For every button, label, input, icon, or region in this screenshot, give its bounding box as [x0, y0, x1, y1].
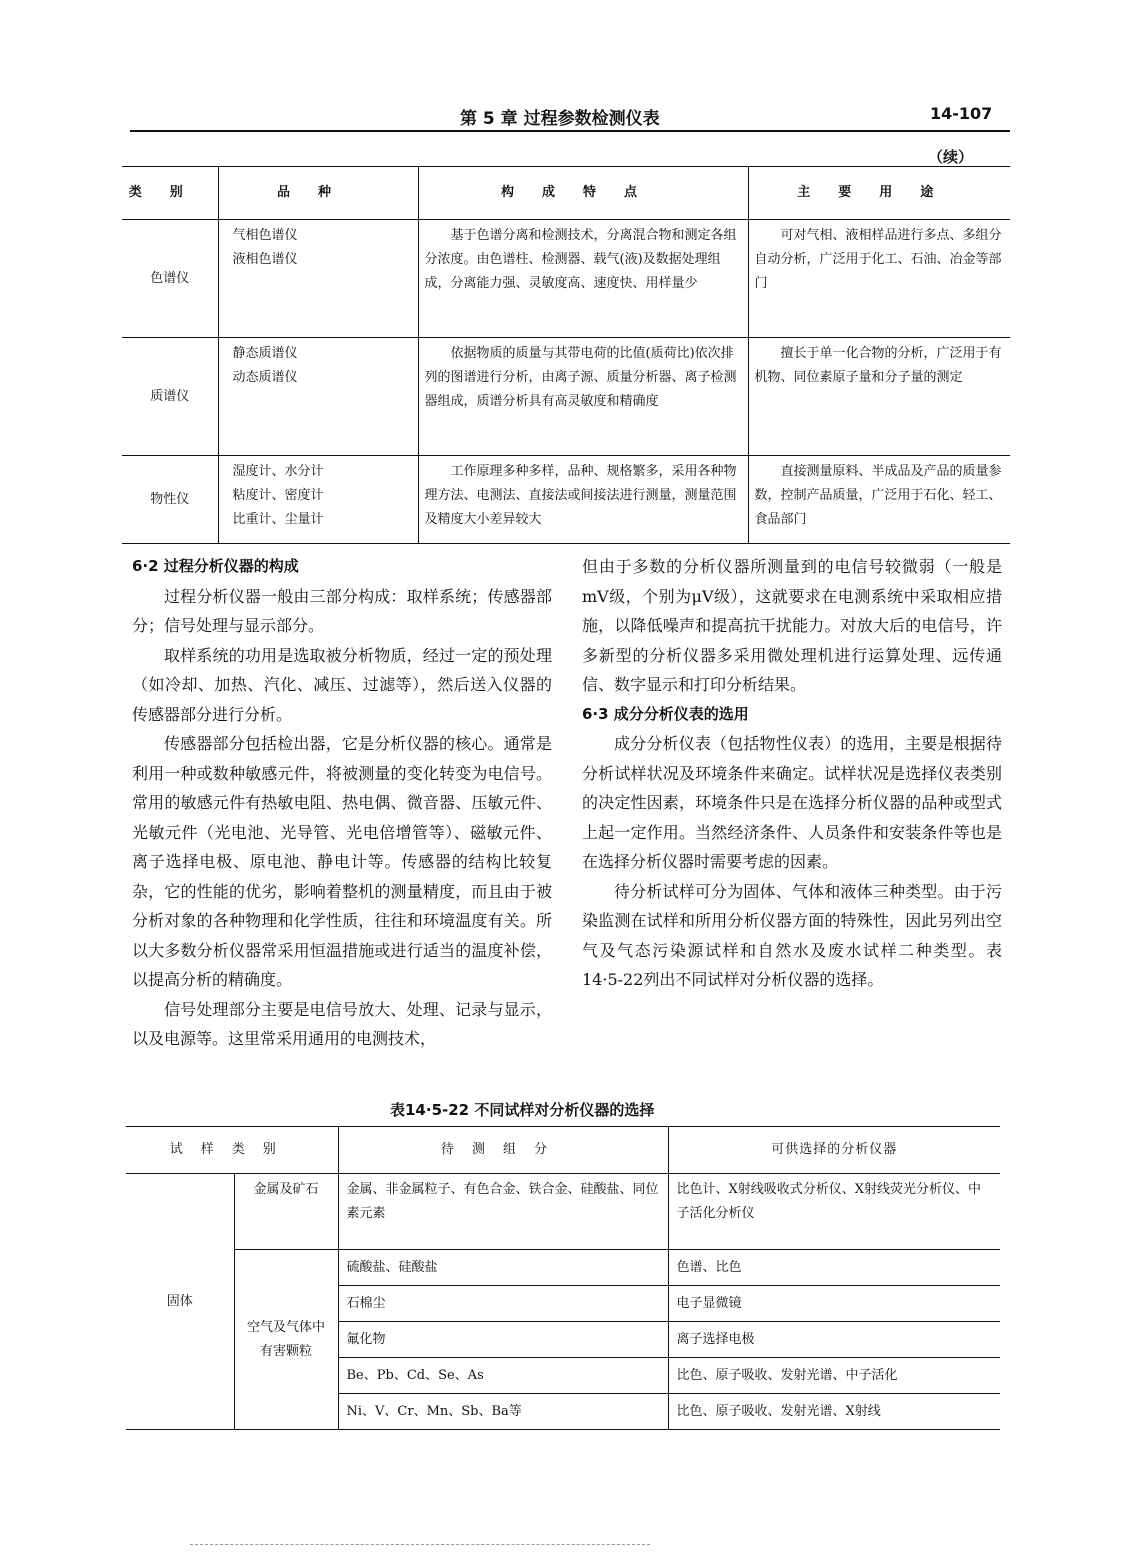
variety-item: 比重计、尘量计 [232, 512, 324, 527]
header-rule [130, 130, 1010, 132]
paragraph: 待分析试样可分为固体、气体和液体三种类型。由于污染监测在试样和所用分析仪器方面的特殊性，因此另列出空气及气态污染源试样和自然水及废水试样二种类型。表14·5-22列出不同试样对分析仪器的选择。 [582, 881, 1002, 989]
table-row [122, 456, 1010, 544]
uses-cell: 直接测量原料、半成品及产品的质量参数，控制产品质量，广泛用于石化、轻工、食品部门 [748, 456, 1010, 544]
variety-item: 静态质谱仪 [232, 346, 298, 361]
column-header-category: 类别 [122, 167, 218, 220]
category-cell: 质谱仪 [122, 338, 218, 456]
instrument-table-continued [122, 166, 1010, 544]
table-row [126, 1174, 1000, 1250]
table-row [126, 1250, 1000, 1286]
component-cell: 石棉尘 [338, 1286, 668, 1322]
instrument-cell: 比色计、X射线吸收式分析仪、X射线荧光分析仪、中子活化分析仪 [668, 1174, 1000, 1250]
subcategory-cell: 金属及矿石 [234, 1174, 338, 1250]
column-header-uses: 主要用途 [748, 167, 1010, 220]
features-cell: 工作原理多种多样，品种、规格繁多，采用各种物理方法、电测法、直接法或间接法进行测量，测量范围及精度大小差异较大 [418, 456, 748, 544]
component-cell: 硫酸盐、硅酸盐 [338, 1250, 668, 1286]
instrument-cell: 比色、原子吸收、发射光谱、中子活化 [668, 1358, 1000, 1394]
variety-item: 气相色谱仪 [232, 228, 298, 243]
table-caption: 表14·5-22 不同试样对分析仪器的选择 [390, 1101, 655, 1119]
instrument-cell: 比色、原子吸收、发射光谱、X射线 [668, 1394, 1000, 1430]
instrument-cell: 离子选择电极 [668, 1322, 1000, 1358]
sample-selection-table [126, 1126, 1000, 1430]
category-cell: 固体 [126, 1174, 234, 1430]
paragraph: 传感器部分包括检出器，它是分析仪器的核心。通常是利用一种或数种敏感元件，将被测量的变化转变为电信号。常用的敏感元件有热敏电阻、热电偶、微音器、压敏元件、光敏元件（光电池、光导管、光电倍增管等）、磁敏元件、离子选择电极、原电池、静电计等。传感器的结构比较复杂，它的性能的优劣，影响着整机的测量精度，而且由于被分析对象的各种物理和化学性质，往往和环境温度有关。所以大多数分析仪器常采用恒温措施或进行适当的温度补偿，以提高分析的精确度。 [132, 734, 552, 989]
paragraph: 信号处理部分主要是电信号放大、处理、记录与显示，以及电源等。这里常采用通用的电测技术， [132, 999, 552, 1048]
variety-item: 动态质谱仪 [232, 370, 298, 385]
section-heading-6-3: 6·3 成分分析仪表的选用 [582, 704, 749, 723]
subcategory-cell: 空气及气体中有害颗粒 [234, 1250, 338, 1430]
left-text-column [132, 552, 552, 1054]
column-header-sample-type: 试样类别 [126, 1127, 338, 1174]
paragraph: 取样系统的功用是选取被分析物质，经过一定的预处理（如冷却、加热、汽化、减压、过滤等），然后送入仪器的传感器部分进行分析。 [132, 645, 552, 724]
component-cell: 金属、非金属粒子、有色合金、铁合金、硅酸盐、同位素元素 [338, 1174, 668, 1250]
column-header-features: 构成特点 [418, 167, 748, 220]
column-header-component: 待测组分 [338, 1127, 668, 1174]
page-number: 14-107 [930, 104, 993, 123]
column-header-variety: 品种 [218, 167, 418, 220]
table-row [122, 338, 1010, 456]
variety-item: 液相色谱仪 [232, 252, 298, 267]
paragraph: 过程分析仪器一般由三部分构成：取样系统；传感器部分；信号处理与显示部分。 [132, 586, 552, 635]
continued-label: （续） [928, 148, 974, 166]
column-header-instrument: 可供选择的分析仪器 [668, 1127, 1000, 1174]
component-cell: Be、Pb、Cd、Se、As [338, 1358, 668, 1394]
features-cell: 依据物质的质量与其带电荷的比值(质荷比)依次排列的图谱进行分析，由离子源、质量分析器、离子检测器组成，质谱分析具有高灵敏度和精确度 [418, 338, 748, 456]
variety-cell [218, 338, 418, 456]
instrument-cell: 色谱、比色 [668, 1250, 1000, 1286]
running-header-title: 第 5 章 过程参数检测仪表 [460, 109, 660, 129]
table-row [122, 220, 1010, 338]
component-cell: Ni、V、Cr、Mn、Sb、Ba等 [338, 1394, 668, 1430]
instrument-cell: 电子显微镜 [668, 1286, 1000, 1322]
paragraph: 但由于多数的分析仪器所测量到的电信号较微弱（一般是mV级，个别为μV级），这就要求在电测系统中采取相应措施，以降低噪声和提高抗干扰能力。对放大后的电信号，许多新型的分析仪器多采用微处理机进行运算处理、远传通信、数字显示和打印分析结果。 [582, 557, 1002, 694]
variety-cell [218, 456, 418, 544]
uses-cell: 擅长于单一化合物的分析，广泛用于有机物、同位素原子量和分子量的测定 [748, 338, 1010, 456]
variety-item: 粘度计、密度计 [232, 488, 324, 503]
features-cell: 基于色谱分离和检测技术，分离混合物和测定各组分浓度。由色谱柱、检测器、载气(液)及数据处理组成，分离能力强、灵敏度高、速度快、用样量少 [418, 220, 748, 338]
uses-cell: 可对气相、液相样品进行多点、多组分自动分析，广泛用于化工、石油、冶金等部门 [748, 220, 1010, 338]
component-cell: 氟化物 [338, 1322, 668, 1358]
right-text-column [582, 552, 1002, 995]
paragraph: 成分分析仪表（包括物性仪表）的选用，主要是根据待分析试样状况及环境条件来确定。试样状况是选择仪表类别的决定性因素，环境条件只是在选择分析仪器的品种或型式上起一定作用。当然经济条件、人员条件和安装条件等也是在选择分析仪器时需要考虑的因素。 [582, 734, 1002, 871]
category-cell: 物性仪 [122, 456, 218, 544]
table-header-row [122, 167, 1010, 220]
variety-item: 湿度计、水分计 [232, 464, 324, 479]
variety-cell [218, 220, 418, 338]
scan-artifact-line [190, 1544, 650, 1545]
table-header-row [126, 1127, 1000, 1174]
category-cell: 色谱仪 [122, 220, 218, 338]
section-heading-6-2: 6·2 过程分析仪器的构成 [132, 557, 299, 575]
